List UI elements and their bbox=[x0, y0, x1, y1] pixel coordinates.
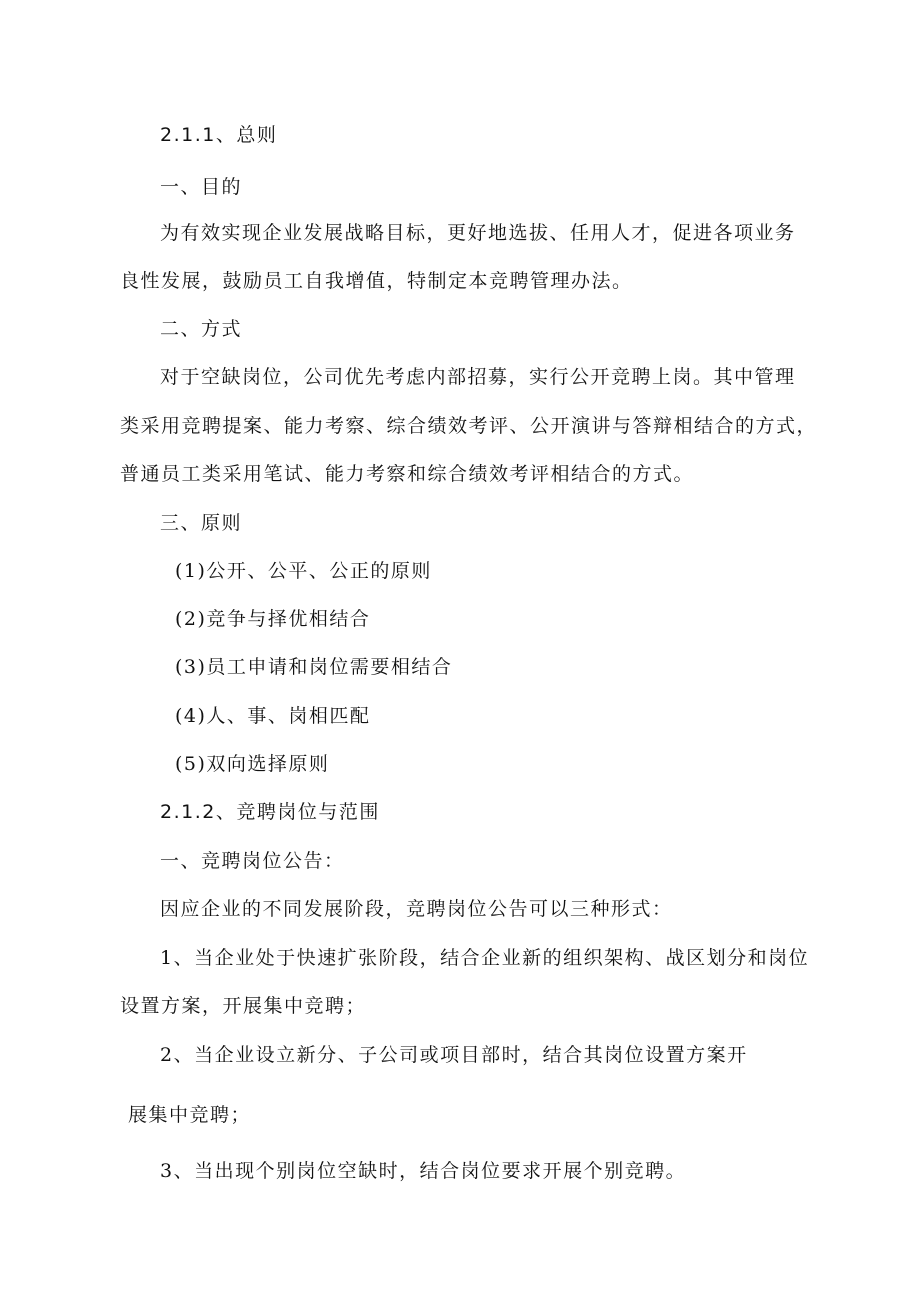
purpose-paragraph-line-2: 良性发展，鼓励员工自我增值，特制定本竞聘管理办法。 bbox=[120, 270, 633, 292]
notice-item-2-line-1: 2、当企业设立新分、子公司或项目部时，结合其岗位设置方案开 bbox=[160, 1044, 748, 1066]
section-title-2-1-2: 2.1.2、竞聘岗位与范围 bbox=[160, 801, 380, 823]
principle-item-4: (4)人、事、岗相匹配 bbox=[175, 705, 371, 727]
principle-item-2: (2)竞争与择优相结合 bbox=[175, 608, 371, 630]
notice-item-1-line-2: 设置方案，开展集中竞聘； bbox=[120, 995, 367, 1017]
notice-heading: 一、竞聘岗位公告： bbox=[160, 850, 345, 872]
method-paragraph-line-3: 普通员工类采用笔试、能力考察和综合绩效考评相结合的方式。 bbox=[120, 463, 695, 485]
notice-item-1-line-1: 1、当企业处于快速扩张阶段，结合企业新的组织架构、战区划分和岗位 bbox=[160, 947, 810, 969]
method-paragraph-line-1: 对于空缺岗位，公司优先考虑内部招募，实行公开竞聘上岗。其中管理 bbox=[160, 366, 796, 388]
notice-intro: 因应企业的不同发展阶段，竞聘岗位公告可以三种形式： bbox=[160, 898, 673, 920]
section-title-2-1-1: 2.1.1、总则 bbox=[160, 124, 278, 146]
principle-item-3: (3)员工申请和岗位需要相结合 bbox=[175, 656, 453, 678]
notice-item-3: 3、当出现个别岗位空缺时，结合岗位要求开展个别竞聘。 bbox=[160, 1160, 687, 1182]
principle-item-1: (1)公开、公平、公正的原则 bbox=[175, 560, 432, 582]
method-heading: 二、方式 bbox=[160, 318, 243, 340]
principle-item-5: (5)双向选择原则 bbox=[175, 753, 330, 775]
method-paragraph-line-2: 类采用竞聘提案、能力考察、综合绩效考评、公开演讲与答辩相结合的方式， bbox=[120, 415, 818, 437]
purpose-heading: 一、目的 bbox=[160, 176, 243, 198]
principle-heading: 三、原则 bbox=[160, 512, 243, 534]
purpose-paragraph-line-1: 为有效实现企业发展战略目标，更好地选拔、任用人才，促进各项业务 bbox=[160, 222, 796, 244]
notice-item-2-line-2: 展集中竞聘； bbox=[128, 1104, 252, 1126]
